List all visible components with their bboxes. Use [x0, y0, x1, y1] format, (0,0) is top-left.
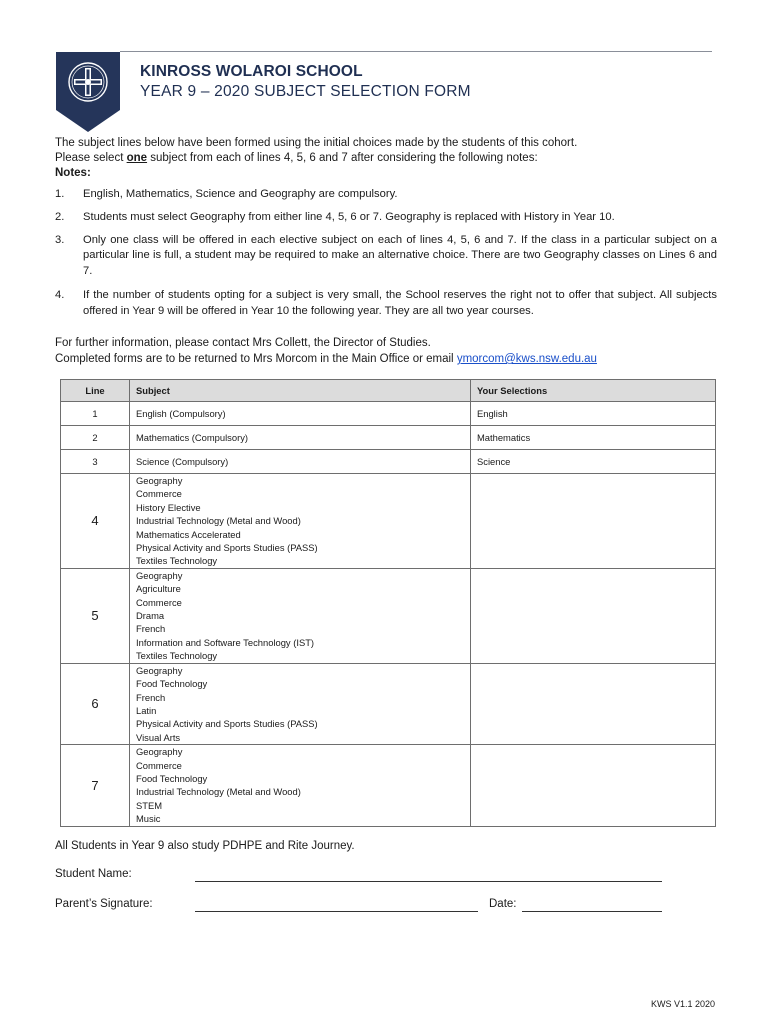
subject-list — [130, 474, 471, 569]
version-footer: KWS V1.1 2020 — [650, 999, 715, 1009]
pdhpe-note: All Students in Year 9 also study PDHPE and Rite Journey. — [55, 840, 355, 852]
selection-cell[interactable] — [471, 663, 716, 744]
line-number: 3 — [61, 450, 130, 474]
line-number: 5 — [61, 568, 130, 663]
note-text: If the number of students opting for a subject is very small, the School reserves the right not to offer that subject. All subjects offered in Year 9 will be offered in Year 10 the following year. They are all two year courses. — [83, 288, 717, 317]
header-selections: Your Selections — [471, 380, 716, 402]
note-text: English, Mathematics, Science and Geography are compulsory. — [83, 188, 398, 200]
table-row — [61, 450, 716, 474]
subject-option: Food Technology — [136, 772, 208, 784]
notes-list — [55, 187, 717, 320]
form-title: YEAR 9 – 2020 SUBJECT SELECTION FORM — [140, 83, 471, 100]
note-number: 1. — [55, 188, 65, 200]
note-number: 3. — [55, 233, 65, 246]
header-subject: Subject — [130, 380, 471, 402]
subject-cell: Mathematics (Compulsory) — [130, 426, 471, 450]
subject-option: Industrial Technology (Metal and Wood) — [136, 515, 301, 527]
line-number: 7 — [61, 745, 130, 826]
line-number: 1 — [61, 402, 130, 426]
date-label: Date: — [489, 898, 517, 910]
parent-signature-line[interactable] — [195, 911, 478, 912]
subject-option: Latin — [136, 704, 157, 716]
subject-option: Geography — [136, 746, 183, 758]
contact-line-2-text: Completed forms are to be returned to Mrs Morcom in the Main Office or email — [55, 353, 457, 365]
subject-option: Agriculture — [136, 583, 181, 595]
notes-heading: Notes: — [55, 167, 91, 179]
selection-cell[interactable] — [471, 745, 716, 826]
subject-list — [130, 745, 471, 826]
subject-option: Music — [136, 813, 161, 825]
note-text: Only one class will be offered in each elective subject on each of lines 4, 5, 6 and 7. If the class in a particular subject on a particular line is full, a student may be required to make an alternative choice. There are two Geography classes on Lines 6 and 7. — [83, 233, 717, 278]
selection-cell[interactable]: Science — [471, 450, 716, 474]
student-name-line[interactable] — [195, 881, 662, 882]
contact-line-2 — [55, 351, 597, 367]
student-name-label: Student Name: — [55, 868, 132, 880]
contact-info — [55, 335, 597, 367]
intro-line-2-start: Please select — [55, 152, 127, 164]
subject-option: STEM — [136, 799, 163, 811]
line-number: 4 — [61, 474, 130, 569]
subject-option: Drama — [136, 610, 165, 622]
table-row — [61, 426, 716, 450]
subject-option: Geography — [136, 475, 183, 486]
subject-option: Textiles Technology — [136, 555, 218, 567]
intro-line-2 — [55, 151, 720, 166]
intro-line-2-end: subject from each of lines 4, 5, 6 and 7 after considering the following notes: — [147, 152, 538, 164]
table-row — [61, 402, 716, 426]
contact-line-1: For further information, please contact Mrs Collett, the Director of Studies. — [55, 337, 431, 349]
note-text: Students must select Geography from either line 4, 5, 6 or 7. Geography is replaced with History in Year 10. — [83, 210, 615, 223]
subject-option: Commerce — [136, 488, 182, 500]
subject-option: Geography — [136, 569, 183, 581]
line-number: 6 — [61, 663, 130, 744]
subject-list — [130, 663, 471, 744]
note-item — [55, 233, 717, 280]
date-line[interactable] — [522, 911, 662, 912]
subject-option: Commerce — [136, 596, 182, 608]
selection-cell[interactable]: Mathematics — [471, 426, 716, 450]
subject-option: French — [136, 623, 166, 635]
intro-text — [55, 136, 720, 181]
table-row — [61, 745, 716, 826]
parent-signature-label: Parent’s Signature: — [55, 898, 153, 910]
header-line: Line — [61, 380, 130, 402]
note-item — [55, 288, 717, 320]
subject-list — [130, 568, 471, 663]
selection-cell[interactable] — [471, 568, 716, 663]
line-number: 2 — [61, 426, 130, 450]
subject-option: Physical Activity and Sports Studies (PASS) — [136, 542, 318, 554]
school-crest-logo — [56, 52, 120, 132]
subject-option: Mathematics Accelerated — [136, 528, 241, 540]
subject-option: History Elective — [136, 501, 201, 513]
intro-line-1: The subject lines below have been formed using the initial choices made by the students of this cohort. — [55, 137, 578, 149]
subject-cell: English (Compulsory) — [130, 402, 471, 426]
subject-option: Information and Software Technology (IST) — [136, 636, 315, 648]
subject-option: Industrial Technology (Metal and Wood) — [136, 786, 301, 798]
note-item — [55, 187, 717, 203]
subject-option: Commerce — [136, 759, 182, 771]
table-row — [61, 474, 716, 569]
school-name: KINROSS WOLAROI SCHOOL — [140, 63, 363, 80]
subject-selection-table — [60, 379, 716, 827]
intro-emphasis: one — [126, 152, 148, 164]
note-item — [55, 210, 717, 226]
table-header-row — [61, 380, 716, 402]
subject-cell: Science (Compulsory) — [130, 450, 471, 474]
selection-cell[interactable]: English — [471, 402, 716, 426]
note-number: 4. — [55, 288, 65, 301]
subject-option: Textiles Technology — [136, 650, 218, 662]
table-row — [61, 568, 716, 663]
header-rule — [120, 51, 712, 52]
subject-option: Geography — [136, 664, 183, 676]
subject-option: Food Technology — [136, 678, 208, 690]
selection-cell[interactable] — [471, 474, 716, 569]
table-row — [61, 663, 716, 744]
note-number: 2. — [55, 210, 65, 223]
subject-option: French — [136, 691, 166, 703]
email-link[interactable]: ymorcom@kws.nsw.edu.au — [456, 353, 597, 365]
subject-option: Physical Activity and Sports Studies (PASS) — [136, 718, 318, 730]
subject-option: Visual Arts — [136, 731, 181, 743]
